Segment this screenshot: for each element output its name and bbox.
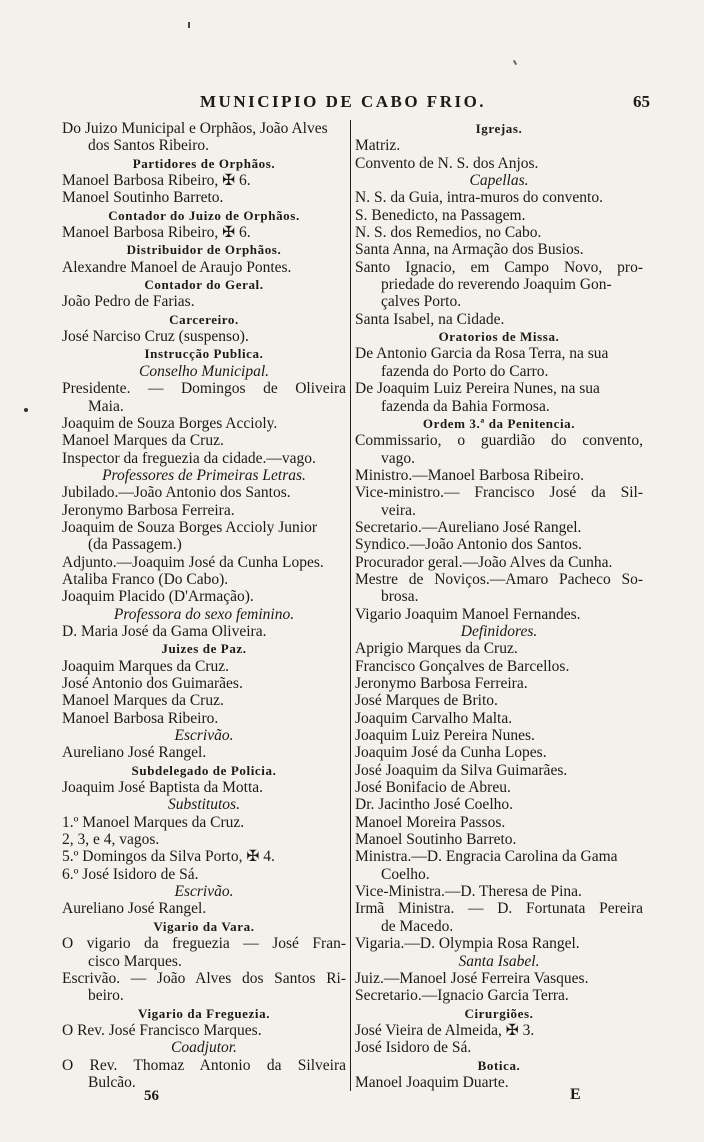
text-line: Aureliano José Rangel. [62,744,207,762]
subsection-heading: Santa Isabel. [458,952,540,970]
continuation-line: Bulcão. [88,1073,136,1091]
text-line: Matriz. [355,137,401,155]
text-line: De Joaquim Luiz Pereira Nunes, na sua [355,380,600,398]
section-heading: Instrucção Publica. [144,346,264,362]
subsection-heading: Capellas. [469,172,529,190]
continuation-line: veira. [381,501,416,519]
continuation-line: de Macedo. [381,917,454,935]
continuation-line: Maia. [88,397,124,415]
text-line: Ministro.—Manoel Barbosa Ribeiro. [355,466,585,484]
text-line: 6.º José Isidoro de Sá. [62,865,199,883]
subsection-heading: Definidores. [460,622,538,640]
text-line: Manoel Soutinho Barreto. [62,189,224,207]
section-heading: Vigario da Freguezia. [137,1005,271,1021]
text-line: Joaquim Carvalho Malta. [355,709,513,727]
subsection-heading: Professora do sexo feminino. [113,605,295,623]
continuation-line: dos Santos Ribeiro. [88,137,209,155]
text-line: Manoel Joaquim Duarte. [355,1073,509,1091]
text-line: Commissario, o guardião do convento, [355,432,643,450]
text-line: 1.º Manoel Marques da Cruz. [62,813,245,831]
text-line: Secretario.—Ignacio Garcia Terra. [355,987,569,1005]
text-line: Manoel Marques da Cruz. [62,432,224,450]
text-line: Escrivão. — João Alves dos Santos Ri- [62,969,346,987]
right-column [350,120,643,1091]
section-heading: Contador do Juizo de Orphãos. [108,207,300,223]
subsection-heading: Coadjutor. [171,1039,237,1057]
section-heading: Juizes de Paz. [161,641,247,657]
section-heading: Vigario da Vara. [153,918,255,934]
text-line: De Antonio Garcia da Rosa Terra, na sua [355,345,609,363]
text-line: José Antonio dos Guimarães. [62,675,243,692]
text-line: Vice-Ministra.—D. Theresa de Pina. [355,883,582,901]
text-line: Juiz.—Manoel José Ferreira Vasques. [355,969,589,987]
continuation-line: Coelho. [381,865,430,883]
text-line: O vigario da freguezia — José Fran- [62,935,346,953]
text-line: O Rev. José Francisco Marques. [62,1021,262,1039]
text-line: João Pedro de Farias. [62,293,195,311]
text-line: Irmã Ministra. — D. Fortunata Pereira [355,900,643,918]
text-line: Santa Anna, na Armação dos Busios. [355,241,584,259]
text-line: Aureliano José Rangel. [62,900,207,918]
section-heading: Distribuidor de Orphãos. [126,242,282,258]
section-heading: Ordem 3.ª da Penitencia. [422,415,576,431]
text-line: 5.º Domingos da Silva Porto, ✠ 4. [62,848,275,866]
continuation-line: brosa. [381,588,419,606]
text-line: Mestre de Noviços.—Amaro Pacheco So- [355,570,643,588]
text-line: N. S. da Guia, intra-muros do convento. [355,189,603,207]
text-line: Convento de N. S. dos Anjos. [355,154,539,172]
print-mark [188,22,190,28]
text-line: Manoel Soutinho Barreto. [355,831,517,849]
text-line: Vice-ministro.— Francisco José da Sil- [355,484,643,502]
section-heading: Oratorios de Missa. [438,329,560,345]
text-line: José Isidoro de Sá. [355,1039,472,1057]
text-line: Procurador geral.—João Alves da Cunha. [355,553,613,571]
continuation-line: vago. [381,449,416,467]
text-line: O Rev. Thomaz Antonio da Silveira [62,1056,346,1074]
text-line: Syndico.—João Antonio dos Santos. [355,536,582,554]
text-line: Jeronymo Barbosa Ferreira. [355,675,528,692]
continuation-line: (da Passagem.) [88,536,182,554]
subsection-heading: Escrivão. [174,883,234,901]
text-line: Francisco Gonçalves de Barcellos. [355,657,570,675]
section-heading: Cirurgiões. [464,1005,534,1021]
text-line: Manoel Barbosa Ribeiro, ✠ 6. [62,172,251,190]
continuation-line: beiro. [88,987,124,1005]
section-heading: Carcereiro. [169,311,239,327]
continuation-line: çalves Porto. [381,293,462,311]
text-line: Manoel Marques da Cruz. [62,692,224,710]
subsection-heading: Conselho Municipal. [138,362,270,380]
print-mark [513,60,517,65]
text-line: Do Juizo Municipal e Orphãos, João Alves [62,120,328,137]
text-line: Manoel Barbosa Ribeiro. [62,709,219,727]
text-line: José Narciso Cruz (suspenso). [62,328,249,346]
running-header [60,92,650,114]
section-heading: Contador do Geral. [144,277,264,293]
text-line: Joaquim de Souza Borges Accioly. [62,414,278,432]
text-line: Jeronymo Barbosa Ferreira. [62,501,235,519]
continuation-line: cisco Marques. [88,952,182,970]
subsection-heading: Substitutos. [168,796,240,814]
text-line: Vigaria.—D. Olympia Rosa Rangel. [355,935,580,953]
text-line: Manoel Barbosa Ribeiro, ✠ 6. [62,224,251,242]
print-speck [24,408,28,412]
text-line: Presidente. — Domingos de Oliveira [62,380,346,398]
section-heading: Subdelegado de Policia. [131,762,277,778]
text-line: Adjunto.—Joaquim José da Cunha Lopes. [62,553,324,571]
text-line: Santa Isabel, na Cidade. [355,310,505,328]
section-heading: Igrejas. [475,121,523,136]
text-line: Joaquim Placido (D'Armação). [62,588,254,606]
text-line: Ministra.—D. Engracia Carolina da Gama [355,848,618,866]
continuation-line: fazenda da Bahia Formosa. [381,397,550,415]
text-line: Santo Ignacio, em Campo Novo, pro- [355,258,643,276]
text-line: Joaquim de Souza Borges Accioly Junior [62,518,318,536]
text-line: Dr. Jacintho José Coelho. [355,796,513,814]
text-line: José Joaquim da Silva Guimarães. [355,761,568,779]
text-line: N. S. dos Remedios, no Cabo. [355,224,542,242]
text-line: Joaquim Luiz Pereira Nunes. [355,727,535,745]
text-line: S. Benedicto, na Passagem. [355,206,526,224]
continuation-line: fazenda do Porto do Carro. [381,362,549,380]
text-line: 2, 3, e 4, vagos. [62,831,160,849]
text-line: Alexandre Manoel de Araujo Pontes. [62,258,292,276]
text-line: Vigario Joaquim Manoel Fernandes. [355,605,581,623]
signature-letter: E [570,1086,581,1103]
text-line: Manoel Moreira Passos. [355,813,506,831]
page-title: MUNICIPIO DE CABO FRIO. [200,92,487,111]
section-heading: Partidores de Orphãos. [132,155,276,171]
text-line: Joaquim José Baptista da Motta. [62,779,264,797]
text-line: Aprigio Marques da Cruz. [355,640,518,658]
subsection-heading: Professores de Primeiras Letras. [102,466,306,484]
left-column [62,120,346,1091]
text-line: Joaquim Marques da Cruz. [62,657,230,675]
subsection-heading: Escrivão. [174,727,234,745]
continuation-line: priedade do reverendo Joaquim Gon- [381,276,612,294]
text-line: Jubilado.—João Antonio dos Santos. [62,484,291,502]
text-line: Secretario.—Aureliano José Rangel. [355,518,582,536]
text-line: José Bonifacio de Abreu. [355,779,511,797]
signature-number: 56 [144,1088,159,1104]
text-line: Inspector da freguezia da cidade.—vago. [62,449,316,467]
text-line: Joaquim José da Cunha Lopes. [355,744,547,762]
text-line: José Marques de Brito. [355,692,498,710]
text-line: Ataliba Franco (Do Cabo). [62,570,229,588]
section-heading: Botica. [477,1057,521,1073]
page-number: 65 [633,92,650,111]
text-line: José Vieira de Almeida, ✠ 3. [355,1021,535,1039]
text-line: D. Maria José da Gama Oliveira. [62,622,267,640]
